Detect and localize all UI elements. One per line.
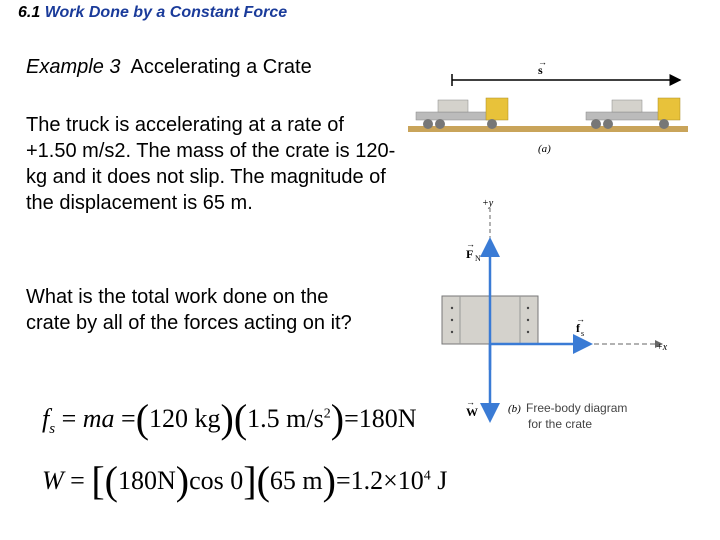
eq2-disp: 65 m	[269, 466, 323, 495]
friction-label: f	[576, 321, 580, 335]
road	[408, 126, 688, 132]
eq2-w: W	[42, 466, 64, 495]
slide-header	[18, 4, 287, 22]
eq2-unit: J	[430, 466, 448, 495]
work-equation: W = [(180N)cos 0](65 $m)=1.2\times 10^4$ J	[42, 458, 448, 503]
displacement-label: s	[538, 63, 543, 77]
svg-text:→: →	[576, 314, 585, 324]
eq1-f: f	[42, 404, 50, 433]
example-title: Accelerating a Crate	[130, 56, 312, 78]
eq2-exp: 4	[423, 468, 431, 484]
svg-text:→: →	[538, 60, 547, 67]
eq1-mass: 120 kg	[149, 404, 221, 433]
eq1-f-sub: s	[49, 421, 56, 438]
part-a-label: (a)	[538, 143, 551, 155]
truck-right	[586, 98, 680, 129]
svg-text:→: →	[466, 397, 475, 407]
eq2-equals: =	[70, 466, 85, 495]
eq1-accel: 1.5 m/s	[247, 404, 324, 433]
eq1-accel-exp: 2	[323, 406, 331, 422]
eq2-force: 180N	[117, 466, 176, 495]
y-axis-label: +y	[482, 198, 494, 209]
section-number: 6.1	[18, 4, 41, 21]
friction-equation: $f_s$ = ma =(120 kg)(1.5 $m/s^2)=180N$	[42, 396, 417, 441]
eq1-result: =180N	[344, 404, 417, 433]
crate-figure	[400, 60, 720, 440]
part-b-caption-1: Free-body diagram	[526, 401, 628, 415]
eq1-ma: ma	[82, 404, 115, 433]
weight-label: W	[466, 405, 478, 419]
part-b-caption-2: for the crate	[528, 417, 593, 431]
eq1-equals: =	[61, 404, 77, 433]
problem-statement: The truck is accelerating at a rate of +1.50 m/s2. The mass of the crate is 120-kg and it does not slip. The magnitude of the displacement is 65 m.	[26, 114, 396, 214]
part-b-label: (b)	[508, 403, 521, 415]
section-title: Work Done by a Constant Force	[44, 4, 288, 21]
truck-left	[416, 98, 508, 129]
normal-force-label: F	[466, 247, 474, 261]
problem-question: What is the total work done on the crate by all of the forces acting on it?	[26, 286, 352, 334]
eq2-result: =1.2×10	[335, 466, 424, 495]
example-heading	[26, 56, 312, 79]
friction-sub: s	[581, 329, 585, 338]
eq2-cos: cos 0	[189, 466, 244, 495]
example-label: Example 3	[26, 56, 121, 78]
x-axis-label: +x	[656, 342, 668, 353]
svg-text:→: →	[466, 239, 475, 249]
normal-force-sub: N	[475, 254, 481, 263]
